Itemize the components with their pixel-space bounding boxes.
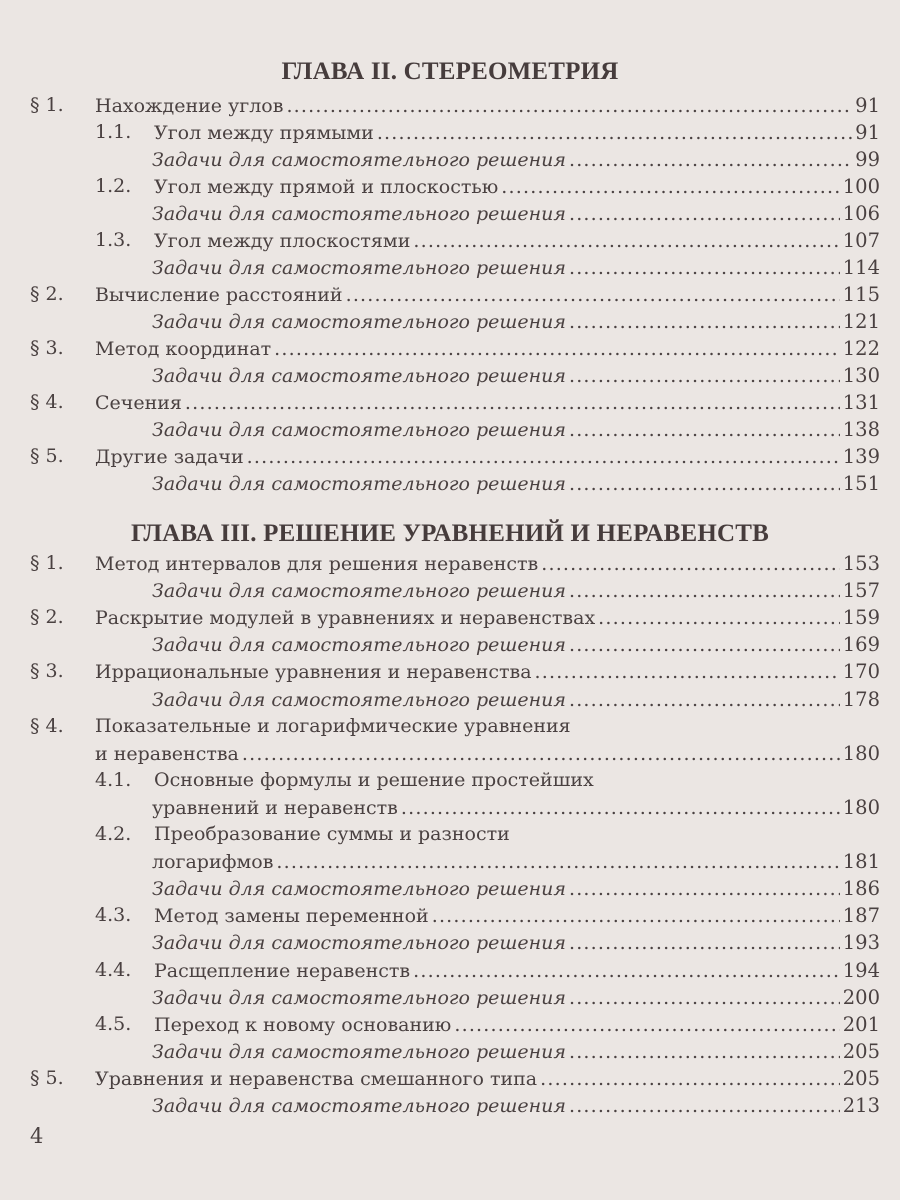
entry-title: Другие задачи <box>95 446 244 468</box>
toc-entry-exercises <box>0 1092 900 1119</box>
entry-title: Расщепление неравенств <box>154 959 411 982</box>
entry-title: Метод замены переменной <box>154 905 429 928</box>
entry-title-continuation: и неравенства <box>95 742 239 765</box>
dot-leader <box>276 849 839 876</box>
entry-title: Задачи для самостоятельного решения <box>152 986 566 1009</box>
entry-title: Угол между прямыми <box>154 122 374 144</box>
entry-page-number: 114 <box>842 256 880 279</box>
entry-number: § 4. <box>30 714 64 737</box>
entry-page-number: 205 <box>842 1066 880 1090</box>
toc-entry-exercises <box>0 470 900 497</box>
entry-title: Задачи для самостоятельного решения <box>152 149 566 171</box>
entry-page-number: 180 <box>842 795 880 819</box>
toc-entry-subsection <box>0 902 900 929</box>
dot-leader <box>540 1066 840 1093</box>
entry-title: Задачи для самостоятельного решения <box>152 688 566 711</box>
entry-page-number: 91 <box>855 94 880 117</box>
entry-title: Вычисление расстояний <box>95 284 343 306</box>
chapter-heading: ГЛАВА II. СТЕРЕОМЕТРИЯ <box>281 58 619 85</box>
dot-leader <box>569 1093 840 1120</box>
entry-title: Задачи для самостоятельного решения <box>152 257 566 279</box>
toc-entry-subsection <box>0 767 900 794</box>
entry-page-number: 91 <box>855 121 880 144</box>
dot-leader <box>569 201 840 228</box>
entry-title: Задачи для самостоятельного решения <box>152 311 566 333</box>
entry-number: 4.4. <box>95 958 132 981</box>
entry-title: Задачи для самостоятельного решения <box>152 473 566 495</box>
entry-title-continuation: логарифмов <box>152 851 274 874</box>
entry-number: § 2. <box>30 283 64 305</box>
entry-page-number: 157 <box>842 579 880 603</box>
entry-page-number: 122 <box>842 337 880 360</box>
entry-title: Задачи для самостоятельного решения <box>152 932 566 955</box>
dot-leader <box>185 390 840 417</box>
toc-entry-subsection <box>0 227 900 254</box>
entry-number: § 3. <box>30 660 64 683</box>
entry-page-number: 186 <box>842 877 880 901</box>
dot-leader <box>569 417 840 444</box>
toc-entry-exercises <box>0 1038 900 1065</box>
dot-leader <box>242 741 840 768</box>
dot-leader <box>535 659 840 686</box>
entry-title: Иррациональные уравнения и неравенства <box>95 661 532 684</box>
dot-leader <box>569 363 840 390</box>
toc-entry-exercises <box>0 308 900 335</box>
dot-leader <box>401 795 840 822</box>
toc-entry-section <box>0 389 900 416</box>
entry-title: Сечения <box>95 392 182 414</box>
dot-leader <box>247 444 840 471</box>
toc-entry-section <box>0 1065 900 1092</box>
entry-number: § 2. <box>30 606 64 629</box>
entry-page-number: 200 <box>842 985 880 1009</box>
dot-leader <box>598 605 840 632</box>
entry-title: Метод интервалов для решения неравенств <box>95 553 539 575</box>
toc-entry-exercises <box>0 146 900 173</box>
entry-number: 4.1. <box>95 768 132 791</box>
dot-leader <box>569 632 840 659</box>
entry-title: Задачи для самостоятельного решения <box>152 203 566 225</box>
dot-leader <box>569 1039 840 1066</box>
entry-number: 1.3. <box>95 229 132 251</box>
entry-page-number: 99 <box>855 148 880 171</box>
dot-leader <box>569 687 840 714</box>
dot-leader <box>541 551 840 578</box>
toc-entry-exercises <box>0 200 900 227</box>
entry-title: Преобразование суммы и разности <box>154 823 510 845</box>
entry-title: Угол между прямой и плоскостью <box>154 176 499 198</box>
entry-page-number: 159 <box>842 606 880 630</box>
toc-entry-section <box>0 335 900 362</box>
entry-title: Задачи для самостоятельного решения <box>152 878 566 901</box>
dot-leader <box>569 255 840 282</box>
entry-number: 4.5. <box>95 1012 132 1035</box>
toc-entry-subsection <box>0 119 900 146</box>
toc-entry-exercises <box>0 631 900 658</box>
toc-entry-subsection <box>0 1011 900 1038</box>
dot-leader <box>454 1012 839 1039</box>
entry-number: § 3. <box>30 337 64 359</box>
entry-page-number: 153 <box>842 552 880 575</box>
entry-page-number: 213 <box>842 1094 880 1117</box>
toc-entry-exercises <box>0 929 900 956</box>
entry-page-number: 107 <box>842 229 880 252</box>
entry-page-number: 178 <box>842 687 880 711</box>
toc-entry-section <box>0 604 900 631</box>
entry-title: Метод координат <box>95 338 272 360</box>
dot-leader <box>432 903 840 930</box>
entry-number: § 5. <box>30 445 64 467</box>
entry-page-number: 138 <box>842 418 880 441</box>
toc-entry-section <box>0 550 900 577</box>
dot-leader <box>274 336 840 363</box>
entry-page-number: 170 <box>842 660 880 684</box>
toc-entry-section <box>0 281 900 308</box>
entry-title: Задачи для самостоятельного решения <box>152 419 566 441</box>
toc-entry-exercises <box>0 254 900 281</box>
entry-number: § 1. <box>30 94 64 116</box>
toc-entry-exercises <box>0 984 900 1011</box>
chapter-heading: ГЛАВА III. РЕШЕНИЕ УРАВНЕНИЙ И НЕРАВЕНСТВ <box>131 520 769 547</box>
dot-leader <box>569 930 840 957</box>
dot-leader <box>569 876 840 903</box>
entry-page-number: 121 <box>842 310 880 333</box>
dot-leader <box>413 958 840 985</box>
entry-page-number: 187 <box>842 904 880 928</box>
entry-page-number: 180 <box>842 741 880 765</box>
entry-page-number: 106 <box>842 202 880 225</box>
dot-leader <box>501 174 840 201</box>
dot-leader <box>569 471 840 498</box>
entry-title: Задачи для самостоятельного решения <box>152 1040 566 1063</box>
toc-entry-continuation <box>0 848 900 875</box>
dot-leader <box>377 120 852 147</box>
entry-page-number: 130 <box>842 364 880 387</box>
entry-page-number: 131 <box>842 391 880 414</box>
entry-title: Задачи для самостоятельного решения <box>152 365 566 387</box>
entry-title: Угол между плоскостями <box>154 230 411 252</box>
entry-title: Уравнения и неравенства смешанного типа <box>95 1067 538 1090</box>
toc-entry-continuation <box>0 794 900 821</box>
entry-number: 1.1. <box>95 121 132 143</box>
entry-number: § 5. <box>30 1066 64 1089</box>
entry-page-number: 205 <box>842 1039 880 1063</box>
dot-leader <box>569 578 840 605</box>
dot-leader <box>569 309 840 336</box>
entry-page-number: 139 <box>842 445 880 468</box>
entry-title-continuation: уравнений и неравенств <box>152 796 398 819</box>
toc-entry-subsection <box>0 957 900 984</box>
dot-leader <box>569 985 840 1012</box>
entry-number: § 1. <box>30 552 64 574</box>
toc-entry-section <box>0 92 900 119</box>
toc-entry-exercises <box>0 362 900 389</box>
page-number: 4 <box>30 1124 44 1148</box>
entry-page-number: 115 <box>842 283 880 306</box>
toc-entry-exercises <box>0 416 900 443</box>
toc-entry-exercises <box>0 686 900 713</box>
entry-number: § 4. <box>30 391 64 413</box>
toc-entry-section <box>0 658 900 685</box>
entry-page-number: 169 <box>842 633 880 657</box>
entry-title: Переход к новому основанию <box>154 1013 452 1036</box>
entry-page-number: 100 <box>842 175 880 198</box>
dot-leader <box>569 147 852 174</box>
dot-leader <box>413 228 839 255</box>
entry-page-number: 181 <box>842 850 880 874</box>
toc-entry-subsection <box>0 821 900 848</box>
toc-entry-exercises <box>0 577 900 604</box>
entry-number: 4.2. <box>95 823 132 845</box>
toc-entry-subsection <box>0 173 900 200</box>
entry-title: Задачи для самостоятельного решения <box>152 580 566 603</box>
entry-title: Задачи для самостоятельного решения <box>152 634 566 657</box>
entry-number: 4.3. <box>95 904 132 927</box>
toc-entry-section <box>0 443 900 470</box>
entry-page-number: 194 <box>842 958 880 982</box>
dot-leader <box>346 282 840 309</box>
dot-leader <box>286 93 852 120</box>
entry-title: Раскрытие модулей в уравнениях и неравенствах <box>95 607 596 630</box>
entry-number: 1.2. <box>95 175 132 197</box>
entry-page-number: 193 <box>842 931 880 955</box>
toc-entry-exercises <box>0 875 900 902</box>
entry-page-number: 151 <box>842 472 880 495</box>
entry-title: Нахождение углов <box>95 95 284 117</box>
toc-entry-section <box>0 713 900 740</box>
entry-title: Задачи для самостоятельного решения <box>152 1095 566 1117</box>
entry-title: Показательные и логарифмические уравнения <box>95 714 571 737</box>
entry-page-number: 201 <box>842 1012 880 1036</box>
entry-title: Основные формулы и решение простейших <box>154 768 594 791</box>
toc-entry-continuation <box>0 740 900 767</box>
